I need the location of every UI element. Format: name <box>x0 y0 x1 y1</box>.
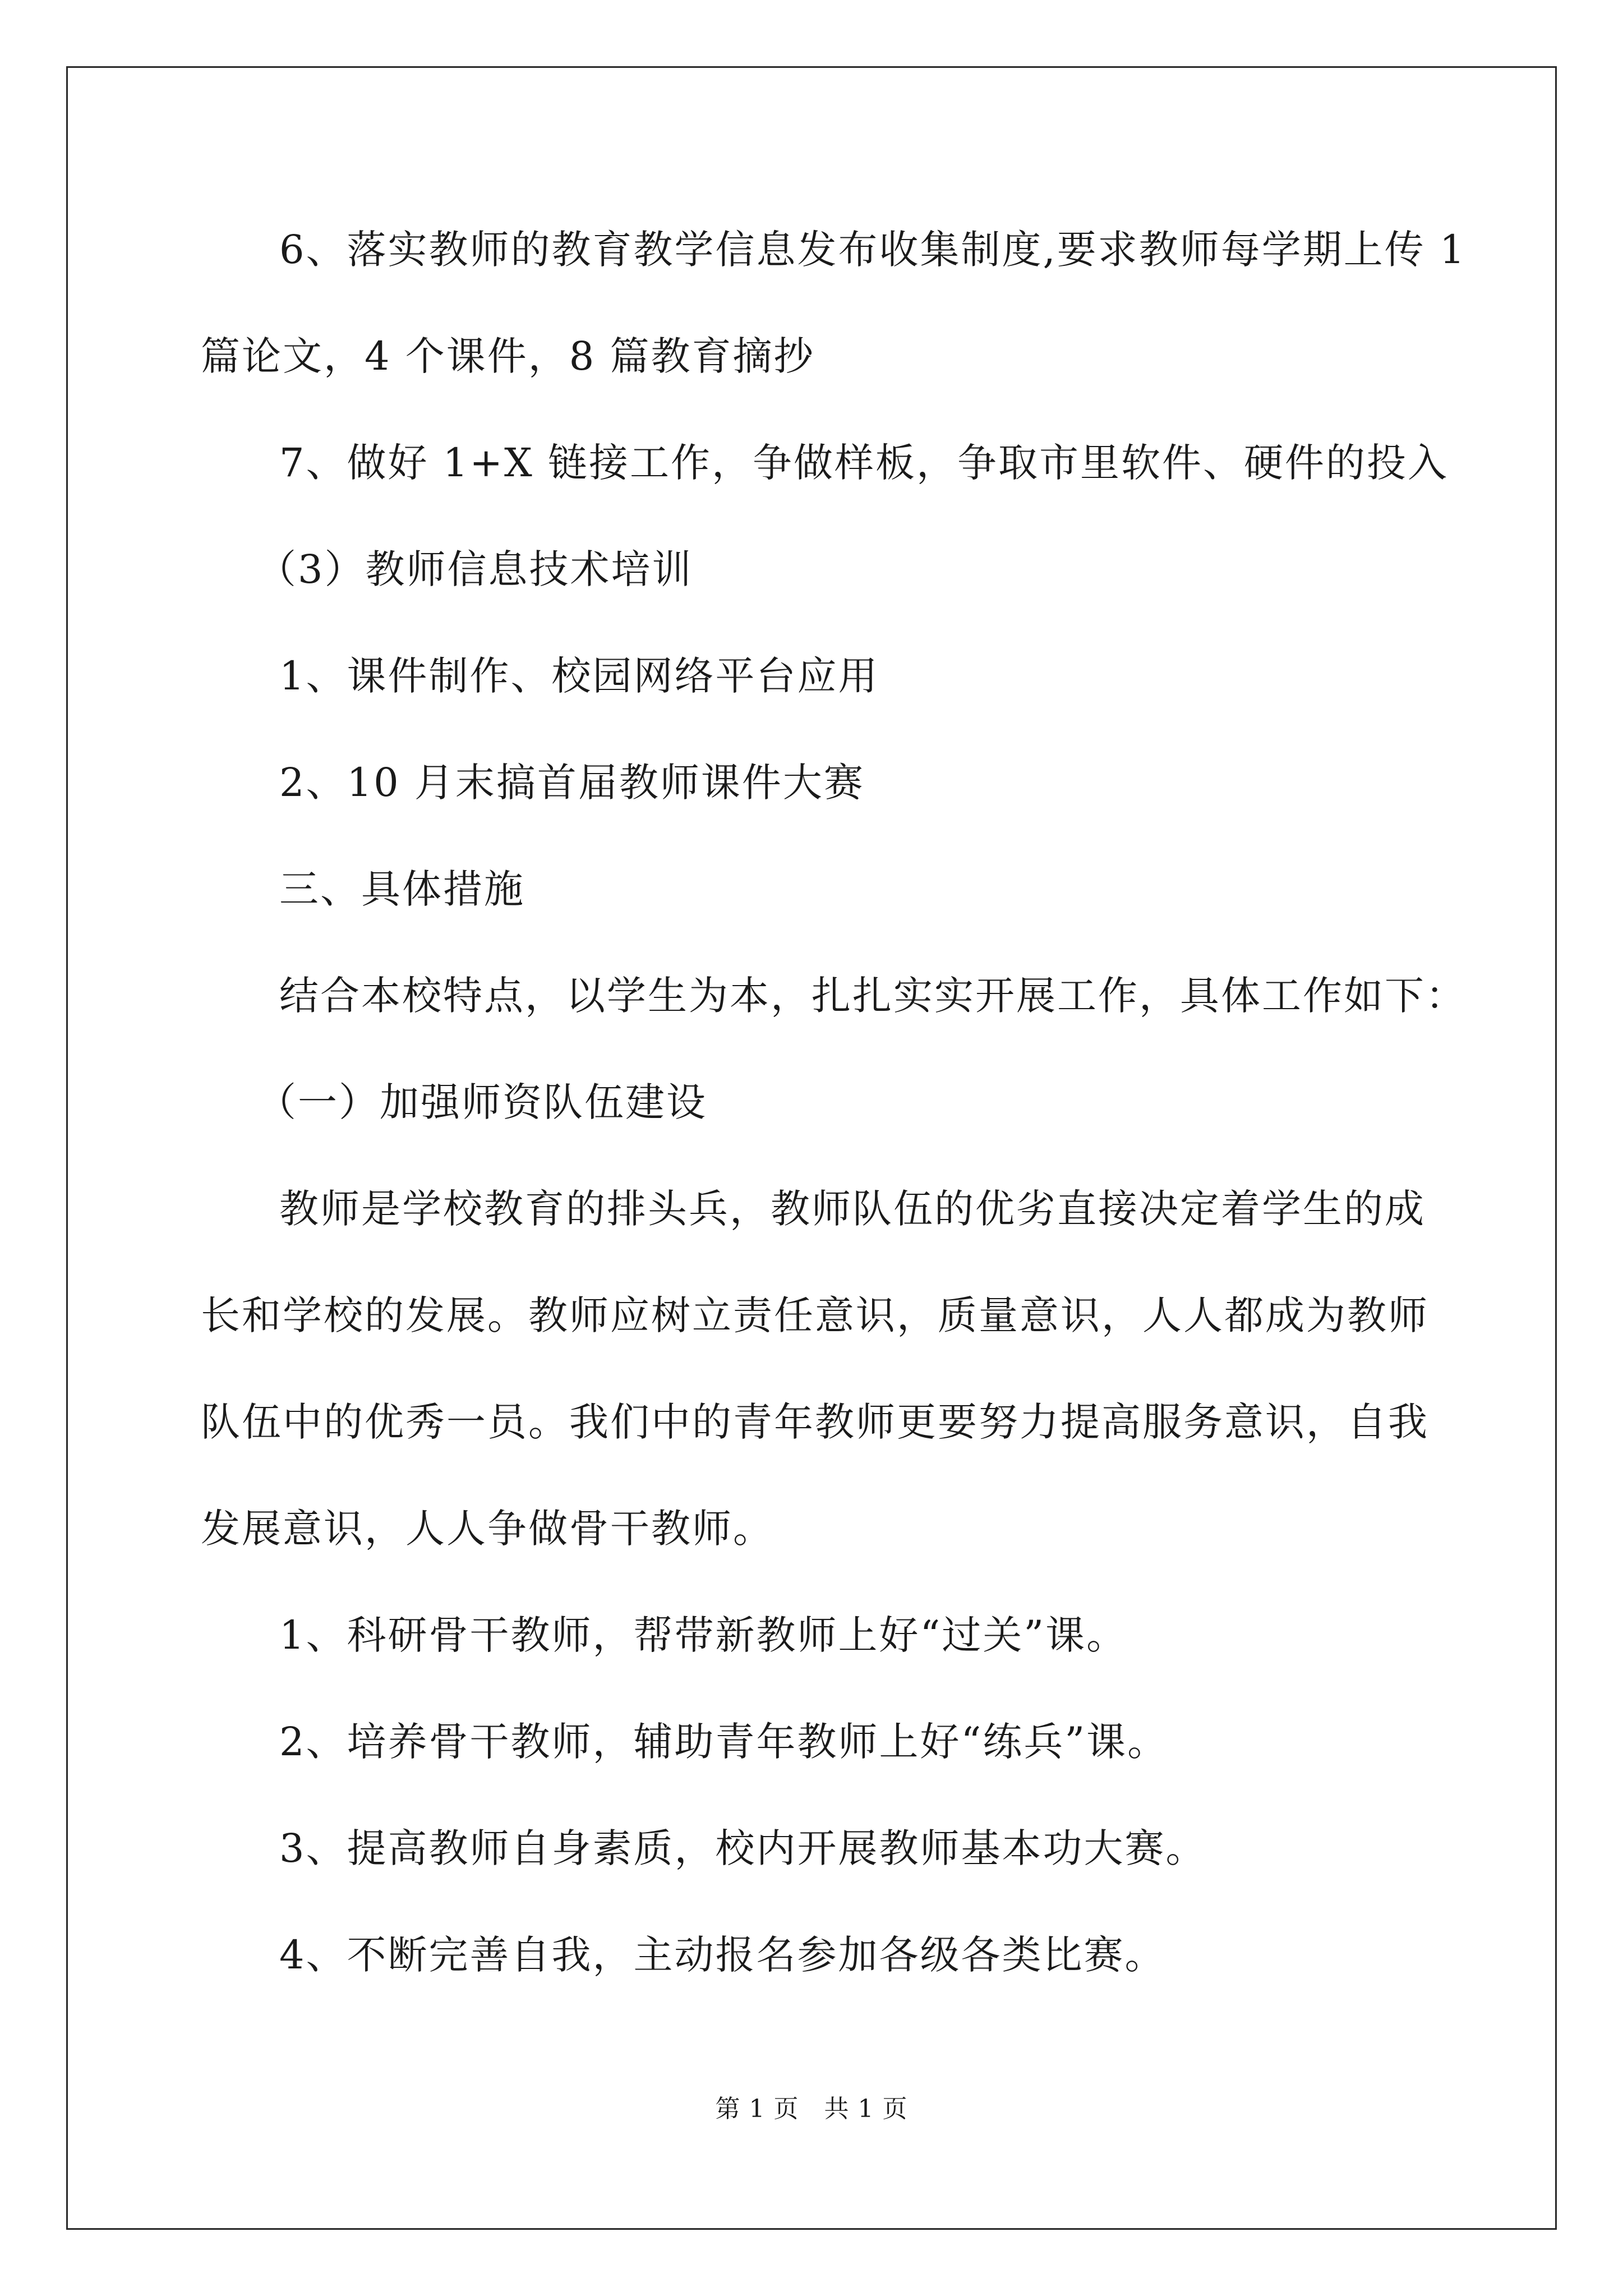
list-item: 2、培养骨干教师，辅助青年教师上好“练兵”课。 <box>279 1719 1169 1765</box>
paragraph-line: 6、落实教师的教育教学信息发布收集制度,要求教师每学期上传 1 <box>279 227 1467 273</box>
subheading: （一）加强师资队伍建设 <box>257 1079 707 1125</box>
paragraph-line: 发展意识，人人争做骨干教师。 <box>201 1506 774 1552</box>
list-item: 3、提高教师自身素质，校内开展教师基本功大赛。 <box>279 1825 1207 1871</box>
page-border <box>66 66 1557 2230</box>
paragraph-line: 篇论文，4 个课件，8 篇教育摘抄 <box>201 333 815 379</box>
list-item: 1、课件制作、校园网络平台应用 <box>279 653 879 699</box>
list-item: 1、科研骨干教师，帮带新教师上好“过关”课。 <box>279 1612 1128 1658</box>
paragraph-line: 长和学校的发展。教师应树立责任意识，质量意识，人人都成为教师 <box>201 1292 1429 1338</box>
list-item: 2、10 月末搞首届教师课件大赛 <box>279 760 865 806</box>
page-number: 第 1 页 共 1 页 <box>715 2095 908 2123</box>
section-heading: 三、具体措施 <box>279 866 525 912</box>
paragraph-line: 7、做好 1+X 链接工作，争做样板，争取市里软件、硬件的投入 <box>279 440 1449 486</box>
subheading: （3）教师信息技术培训 <box>257 546 693 592</box>
paragraph-line: 教师是学校教育的排头兵，教师队伍的优劣直接决定着学生的成 <box>279 1186 1426 1232</box>
paragraph-line: 队伍中的优秀一员。我们中的青年教师更要努力提高服务意识，自我 <box>201 1399 1429 1445</box>
paragraph-line: 结合本校特点，以学生为本，扎扎实实开展工作，具体工作如下： <box>279 973 1467 1019</box>
list-item: 4、不断完善自我，主动报名参加各级各类比赛。 <box>279 1932 1166 1978</box>
